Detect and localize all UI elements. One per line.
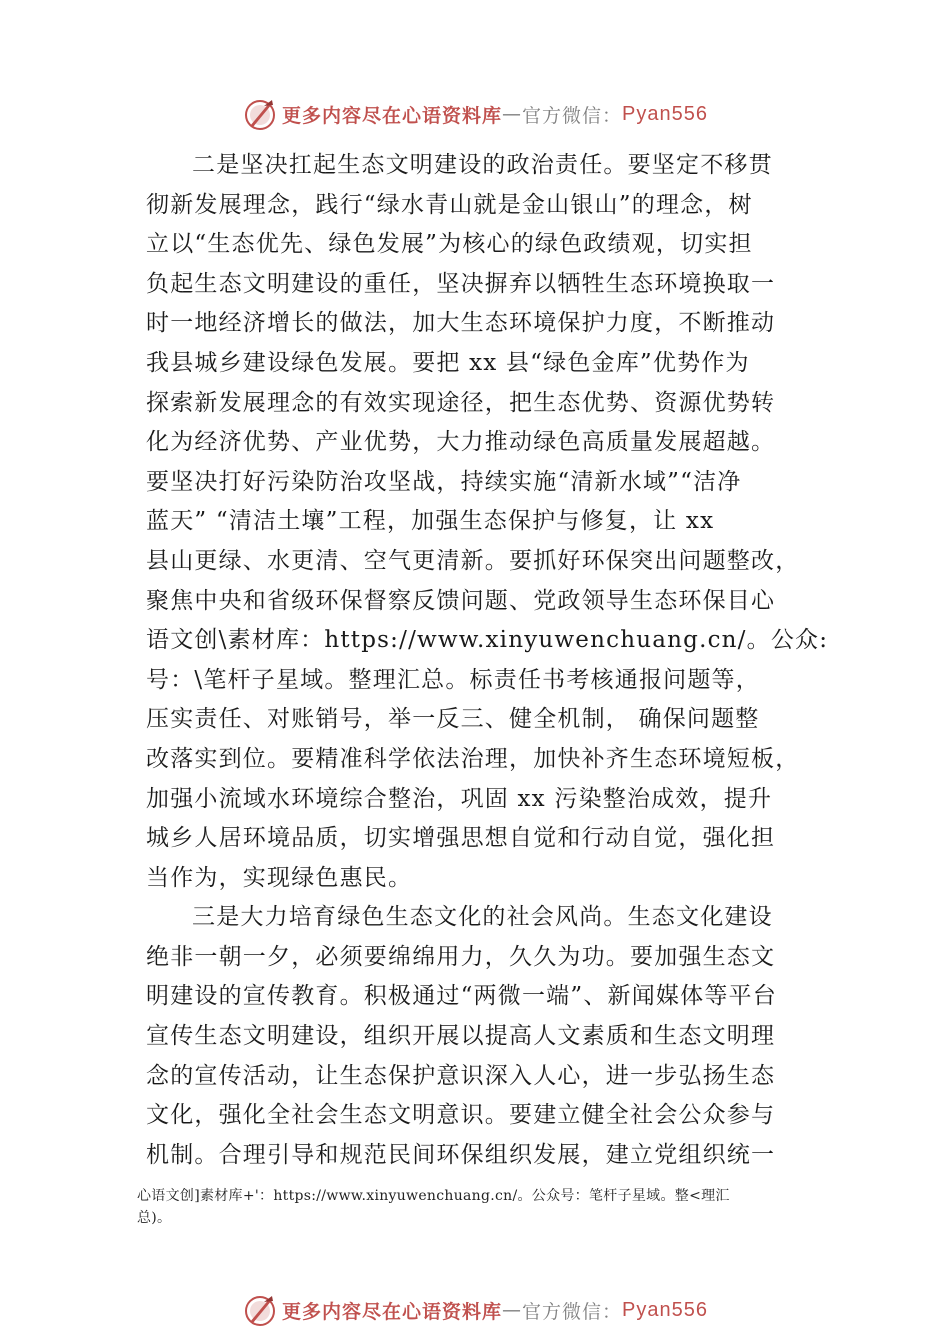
quill-seal-icon [242,96,278,132]
document-body [146,146,829,1175]
footnote-line: 总)。 [137,1210,172,1226]
text-line: 要坚决打好污染防治攻坚战，持续实施“清新水域”“洁净 [146,468,742,495]
text-line: 蓝天” “清洁土壤”工程，加强生态保护与修复，让 xx [146,508,715,535]
text-line: 语文创\素材库：https://www.xinyuwenchuang.cn/。公众: [146,627,829,654]
footer-banner [0,1292,950,1328]
text-line: 城乡人居环境品质，切实增强思想自觉和行动自觉，强化担 [146,825,776,852]
text-line: 探索新发展理念的有效实现途径，把生态优势、资源优势转 [146,389,776,416]
banner-title: 更多内容尽在心语资料库 [282,104,503,127]
text-line: 明建设的宣传教育。积极通过“两微一端”、新闻媒体等平台 [146,983,777,1010]
banner-wechat-id: Pyan556 [622,102,708,125]
footnote [137,1185,837,1229]
text-line: 彻新发展理念，践行“绿水青山就是金山银山”的理念，树 [146,191,753,218]
footnote-line: 心语文创]素材库+'：https://www.xinyuwenchuang.cn/。公众号：笔杆子星域。整<理汇 [137,1188,730,1204]
text-line: 改落实到位。要精准科学依法治理，加快补齐生态环境短板， [146,745,800,772]
text-line: 我县城乡建设绿色发展。要把 xx 县“绿色金库”优势作为 [146,349,750,376]
header-banner [0,96,950,132]
text-line: 立以“生态优先、绿色发展”为核心的绿色政绩观，切实担 [146,231,753,258]
text-line: 县山更绿、水更清、空气更清新。要抓好环保突出问题整改， [146,547,800,574]
text-line: 当作为，实现绿色惠民。 [146,864,413,891]
text-line: 加强小流域水环境综合整治，巩固 xx 污染整治成效，提升 [146,785,773,812]
text-line: 文化，强化全社会生态文明意识。要建立健全社会公众参与 [146,1102,776,1129]
text-line: 化为经济优势、产业优势，大力推动绿色高质量发展超越。 [146,429,776,456]
banner-separator: — [502,1299,523,1321]
text-line: 绝非一朝一夕，必须要绵绵用力，久久为功。要加强生态文 [146,943,776,970]
quill-seal-icon [242,1292,278,1328]
text-line: 二是坚决扛起生态文明建设的政治责任。要坚定不移贯 [192,152,773,178]
banner-title: 更多内容尽在心语资料库 [282,1300,503,1323]
text-line: 时一地经济增长的做法，加大生态环境保护力度，不断推动 [146,310,776,337]
text-line: 负起生态文明建设的重任，坚决摒弃以牺牲生态环境换取一 [146,270,776,297]
banner-wechat-label: 官方微信： [522,104,623,127]
text-line: 念的宣传活动，让生态保护意识深入人心，进一步弘扬生态 [146,1062,776,1089]
banner-wechat-label: 官方微信： [522,1300,623,1323]
text-line: 机制。合理引导和规范民间环保组织发展，建立党组织统一 [146,1141,776,1168]
banner-separator: — [502,103,523,125]
text-line: 聚焦中央和省级环保督察反馈问题、党政领导生态环保目心 [146,587,776,614]
text-line: 压实责任、对账销号，举一反三、健全机制， 确保问题整 [146,706,760,733]
text-line: 号：\笔杆子星域。整理汇总。标责任书考核通报问题等， [146,666,760,693]
banner-wechat-id: Pyan556 [622,1298,708,1321]
text-line: 宣传生态文明建设，组织开展以提高人文素质和生态文明理 [146,1023,776,1050]
text-line: 三是大力培育绿色生态文化的社会风尚。生态文化建设 [192,904,773,931]
